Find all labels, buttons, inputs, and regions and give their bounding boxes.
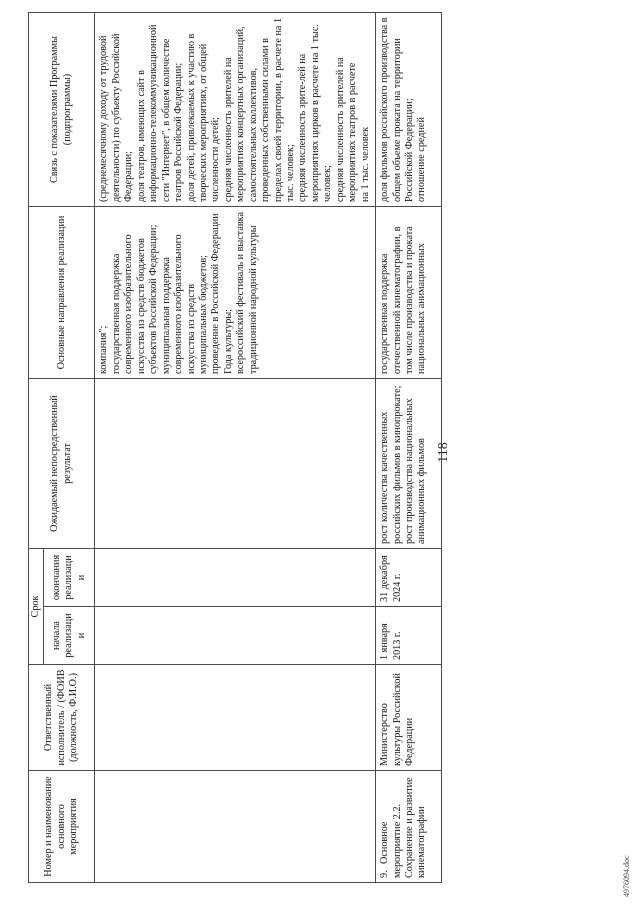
measures-table — [28, 12, 442, 883]
header-expected-result: Ожидаемый непосредственный результат — [29, 379, 95, 549]
header-directions: Основные направления реализации — [29, 207, 95, 379]
row-name: Основное мероприятие 2.2. Сохранение и развитие кинематографии — [379, 777, 428, 878]
cell-link: (среднемесячному доходу от трудовой деятельности) по субъекту Российской Федерации; доля театров, имеющих сайт в информационно-телекоммуникационной сети "Интернет", в общем количестве театров Российской Федерации; доля детей, привлекаемых к участию в творческих мероприятиях, от общей численности детей; средняя численность зрителей на мероприятиях концертных организаций, самостоятельных коллективов, проведенных собственными силами в пределах своей территории, в расчете на 1 тыс. человек; средняя численность зрите-лей на мероприятиях цирков в расчете на 1 тыс. человек; средняя численность зрителей на мероприятиях театров в расчете на 1 тыс. человек — [95, 13, 376, 207]
table-row-continuation — [95, 13, 376, 883]
cell-responsible: Министерство культуры Российской Федерации — [376, 665, 442, 771]
cell-expected-result: рост количества качественных российских фильмов в кинопрокате; рост производства национальных анимационных фильмов — [376, 379, 442, 549]
cell-directions: компания"; государственная поддержка современного изобразительного искусства из средств бюджетов субъектов Российской Федерации; муниципальная поддержка современного изобразительного искусства из средств муниципальных бюджетов; проведение в Российской Федерации Года культуры; всероссийский фестиваль и выставка традиционной народной культуры — [95, 207, 376, 379]
cell-empty — [95, 607, 376, 665]
cell-number-name — [376, 771, 442, 883]
cell-link: доля фильмов российского производства в общем объеме проката на территории Российской Федерации; отношение средней — [376, 13, 442, 207]
cell-empty — [95, 665, 376, 771]
header-term-start: начала реализации — [44, 607, 95, 665]
cell-empty — [95, 379, 376, 549]
header-row-top — [29, 13, 44, 883]
header-term-end: окончания реализации — [44, 549, 95, 607]
header-responsible: Ответственный исполнитель / (ФОИВ (должность, Ф.И.О.) — [29, 665, 95, 771]
cell-empty — [95, 549, 376, 607]
cell-end: 31 декабря 2024 г. — [376, 549, 442, 607]
cell-directions: государственная поддержка отечественной кинематографии, в том числе производства и проката национальных анимационных — [376, 207, 442, 379]
header-link: Связь с показателями Программы (подпрограммы) — [29, 13, 95, 207]
cell-empty — [95, 771, 376, 883]
cell-start: 1 января 2013 г. — [376, 607, 442, 665]
header-number-name: Номер и наименование основного мероприятия — [29, 771, 95, 883]
footer-file-name: 4976094.doc — [622, 855, 631, 897]
table-row-9 — [376, 13, 442, 883]
row-number: 9. — [379, 870, 391, 878]
page-number: 118 — [436, 442, 451, 463]
header-term-group: Срок — [29, 549, 44, 665]
